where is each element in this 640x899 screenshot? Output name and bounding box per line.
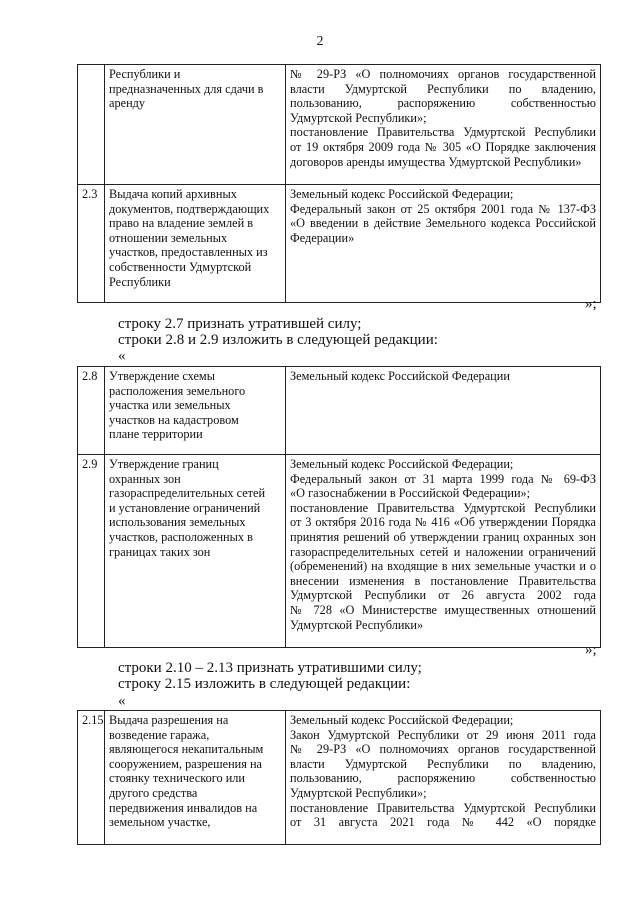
law-line: пользованию, распоряжению собственностью — [290, 771, 596, 786]
law-line: Земельный кодекс Российской Федерации; — [290, 713, 514, 727]
legal-basis — [286, 367, 601, 455]
service-description — [105, 185, 286, 303]
table-row — [78, 185, 601, 303]
description-line: отношении земельных — [109, 230, 228, 245]
description-line: расположения земельного — [109, 383, 246, 398]
law-line: Удмуртской Республики от 26 августа 2002 года — [290, 588, 596, 603]
legal-basis — [286, 455, 601, 648]
description-line: документов, подтверждающих — [109, 201, 270, 216]
description-line: стоянку технического или — [109, 771, 245, 786]
law-line: от 31 августа 2021 года № 442 «О порядке — [290, 815, 596, 830]
amendment-paragraph: строку 2.15 изложить в следующей редакции: — [118, 676, 411, 692]
description-line: земельном участке, — [109, 815, 211, 830]
description-line: участков, предоставленных из — [109, 245, 268, 260]
closing-quote: »; — [585, 642, 597, 658]
row-number: 2.9 — [78, 455, 105, 648]
law-line: Федеральный закон от 31 марта 1999 года № 69-ФЗ — [290, 471, 596, 486]
opening-quote: « — [118, 693, 126, 709]
description-line: Выдача копий архивных — [109, 187, 237, 201]
closing-quote: »; — [585, 296, 597, 312]
description-line: Утверждение схемы — [109, 369, 215, 383]
law-line: принятия решений об утверждении границ охранных зон — [290, 529, 596, 544]
description-line: Республики и — [109, 67, 181, 81]
description-line: являющегося некапитальным — [109, 742, 264, 757]
legal-basis — [286, 711, 601, 845]
opening-quote: « — [118, 348, 126, 364]
law-line: Федерации» — [290, 230, 355, 245]
law-line: газораспределительных сетей и наложении ограничений — [290, 544, 596, 559]
table-row — [78, 367, 601, 455]
law-line: «О введении в действие Земельного кодекса Российской — [290, 216, 596, 231]
service-description — [105, 711, 286, 845]
description-line: аренду — [109, 96, 146, 111]
description-line: Выдача разрешения на — [109, 713, 229, 727]
law-line: постановление Правительства Удмуртской Республики — [290, 500, 596, 515]
description-line: и установление ограничений — [109, 500, 261, 515]
law-line: от 19 октября 2009 года № 305 «О Порядке заключения — [290, 139, 596, 154]
amendment-paragraph: строки 2.10 – 2.13 признать утратившими силу; — [118, 660, 422, 676]
description-line: участков, расположенных в — [109, 529, 253, 544]
law-line: пользованию, распоряжению собственностью — [290, 96, 596, 111]
table-row — [78, 65, 601, 185]
description-line: право на владение землей в — [109, 216, 254, 231]
legal-basis-table-2 — [77, 366, 601, 648]
law-line: внесении изменения в постановление Правительства — [290, 573, 596, 588]
description-line: использования земельных — [109, 515, 246, 530]
description-line: Утверждение границ — [109, 457, 219, 471]
row-number — [78, 65, 105, 185]
law-line: (обременений) на входящие в них земельные участки и о — [290, 559, 596, 574]
law-line: «О газоснабжении в Российской Федерации»; — [290, 486, 531, 501]
description-line: плане территории — [109, 427, 203, 442]
law-line: постановление Правительства Удмуртской Республики — [290, 125, 596, 140]
description-line: другого средства — [109, 785, 198, 800]
description-line: передвижения инвалидов на — [109, 800, 258, 815]
law-line: № 29-РЗ «О полномочиях органов государственной — [290, 67, 596, 81]
amendment-paragraph: строки 2.8 и 2.9 изложить в следующей редакции: — [118, 332, 438, 348]
law-line: Земельный кодекс Российской Федерации; — [290, 457, 514, 471]
service-description — [105, 455, 286, 648]
law-line: постановление Правительства Удмуртской Республики — [290, 800, 596, 815]
law-line: власти Удмуртской Республики по владению, — [290, 756, 596, 771]
row-number: 2.3 — [78, 185, 105, 303]
description-line: предназначенных для сдачи в — [109, 81, 264, 96]
law-line: Федеральный закон от 25 октября 2001 года № 137-ФЗ — [290, 201, 596, 216]
description-line: границах таких зон — [109, 544, 211, 559]
page-number: 2 — [316, 34, 324, 49]
law-line: Закон Удмуртской Республики от 29 июня 2011 года — [290, 727, 596, 742]
law-line: Земельный кодекс Российской Федерации; — [290, 187, 514, 201]
description-line: охранных зон — [109, 471, 181, 486]
amendment-paragraph: строку 2.7 признать утратившей силу; — [118, 316, 362, 332]
table-row — [78, 455, 601, 648]
legal-basis-table-3 — [77, 710, 601, 845]
row-number: 2.15 — [78, 711, 105, 845]
law-line: № 728 «О Министерстве имущественных отношений — [290, 602, 596, 617]
description-line: Республики — [109, 274, 171, 289]
legal-basis — [286, 185, 601, 303]
description-line: газораспределительных сетей — [109, 486, 266, 501]
law-line: договоров аренды имущества Удмуртской Республики» — [290, 154, 582, 169]
legal-basis — [286, 65, 601, 185]
law-line: власти Удмуртской Республики по владению, — [290, 81, 596, 96]
row-number: 2.8 — [78, 367, 105, 455]
law-line: Удмуртской Республики»; — [290, 785, 427, 800]
legal-basis-table-1 — [77, 64, 601, 303]
table-row — [78, 711, 601, 845]
description-line: участков на кадастровом — [109, 412, 239, 427]
law-line: от 3 октября 2016 года № 416 «Об утверждении Порядка — [290, 515, 596, 530]
law-line: № 29-РЗ «О полномочиях органов государственной — [290, 742, 596, 757]
law-line: Удмуртской Республики»; — [290, 110, 427, 125]
description-line: возведение гаража, — [109, 727, 210, 742]
description-line: сооружением, разрешения на — [109, 756, 262, 771]
law-line: Удмуртской Республики» — [290, 617, 424, 632]
service-description — [105, 367, 286, 455]
description-line: участка или земельных — [109, 398, 231, 413]
service-description — [105, 65, 286, 185]
law-line: Земельный кодекс Российской Федерации — [290, 369, 510, 383]
description-line: собственности Удмуртской — [109, 259, 252, 274]
